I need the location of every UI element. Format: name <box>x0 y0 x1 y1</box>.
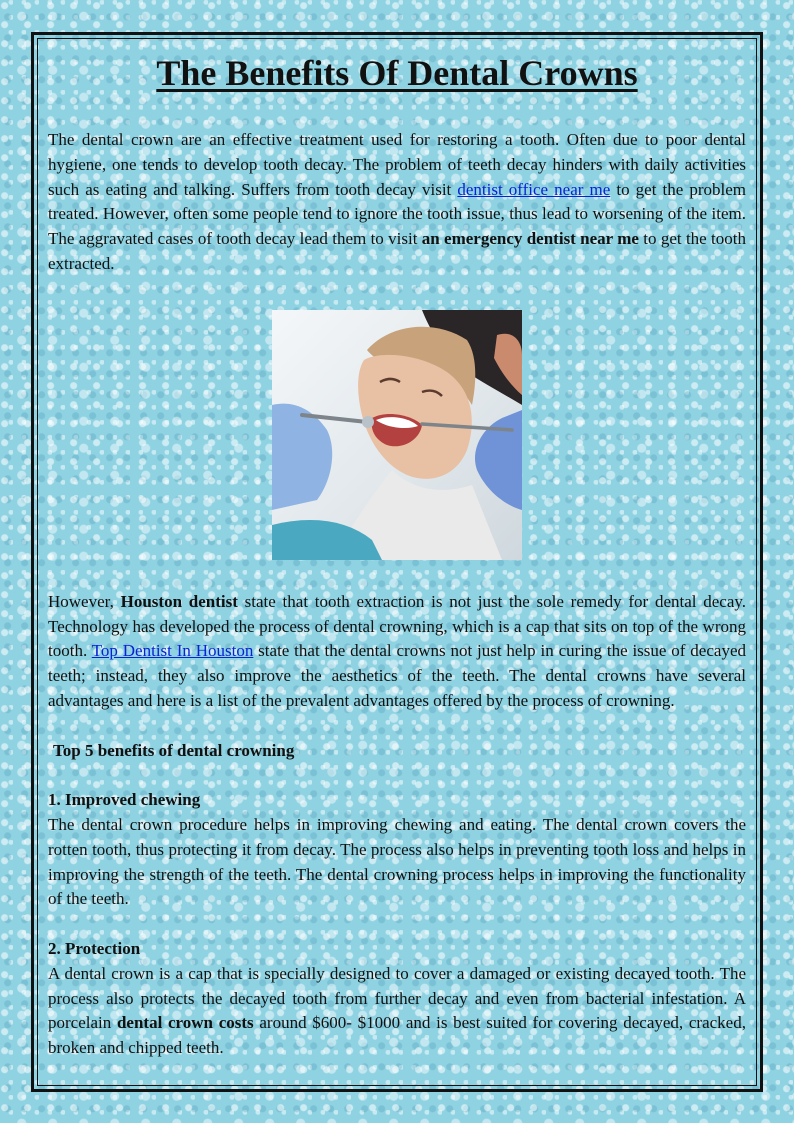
patient-illustration <box>272 310 522 560</box>
intro-text-3: to get the tooth extracted. <box>48 229 747 273</box>
page-title: The Benefits Of Dental Crowns <box>156 53 638 93</box>
para2-text-2: state that tooth extraction is not just the sole remedy for dental decay. Technology has developed the process of dental crowning, which is a cap that sits on top of the wrong tooth. <box>48 591 747 661</box>
emergency-dentist-bold: an emergency dentist near me <box>421 229 639 249</box>
benefit-1-heading: 1. Improved chewing <box>48 790 201 810</box>
intro-paragraph <box>48 128 746 277</box>
para2-text-3: state that the dental crowns not just help in curing the issue of decayed teeth; instead, they also improve the aesthetics of the teeth. The dental crowns have several advantages and here is a list of the prevalent advantages offered by the process of crowning. <box>48 641 746 710</box>
photo-container <box>48 310 746 560</box>
dental-crown-costs-bold: dental crown costs <box>116 1013 254 1033</box>
document-content <box>48 48 746 1061</box>
benefit-2-text-1: A dental crown is a cap that is specially designed to cover a damaged or existing decayed tooth. The process also protects the decayed tooth from further decay and even from bacterial infestation. A porcelain <box>48 963 746 1033</box>
crowning-paragraph <box>48 590 746 714</box>
dentist-office-link[interactable]: dentist office near me <box>457 179 611 199</box>
top-dentist-houston-link[interactable]: Top Dentist In Houston <box>91 641 254 661</box>
top5-heading: Top 5 benefits of dental crowning <box>53 740 295 760</box>
para2-text-1: However, <box>48 591 121 611</box>
intro-text-2: to get the problem treated. However, often some people tend to ignore the tooth issue, thus lead to worsening of the item. The aggravated cases of tooth decay lead them to visit <box>48 179 747 249</box>
intro-text-1: The dental crown are an effective treatment used for restoring a tooth. Often due to poor dental hygiene, one tends to develop tooth decay. The problem of teeth decay hinders with daily activities such as eating and talking. Suffers from tooth decay visit <box>48 130 746 199</box>
benefit-2-heading: 2. Protection <box>48 938 141 958</box>
dental-patient-photo <box>272 310 522 560</box>
benefit-1-text: The dental crown procedure helps in improving chewing and eating. The dental crown covers the rotten tooth, thus protecting it from decay. The process also helps in preventing tooth loss and helps in improving the strength of the teeth. The dental crowning process helps in improving the functionality of the teeth. <box>48 814 746 909</box>
benefit-2-text <box>48 962 746 1061</box>
benefit-2-text-2: around $600- $1000 and is best suited for covering decayed, cracked, broken and chipped teeth. <box>48 1013 746 1058</box>
houston-dentist-bold: Houston dentist <box>120 591 238 611</box>
